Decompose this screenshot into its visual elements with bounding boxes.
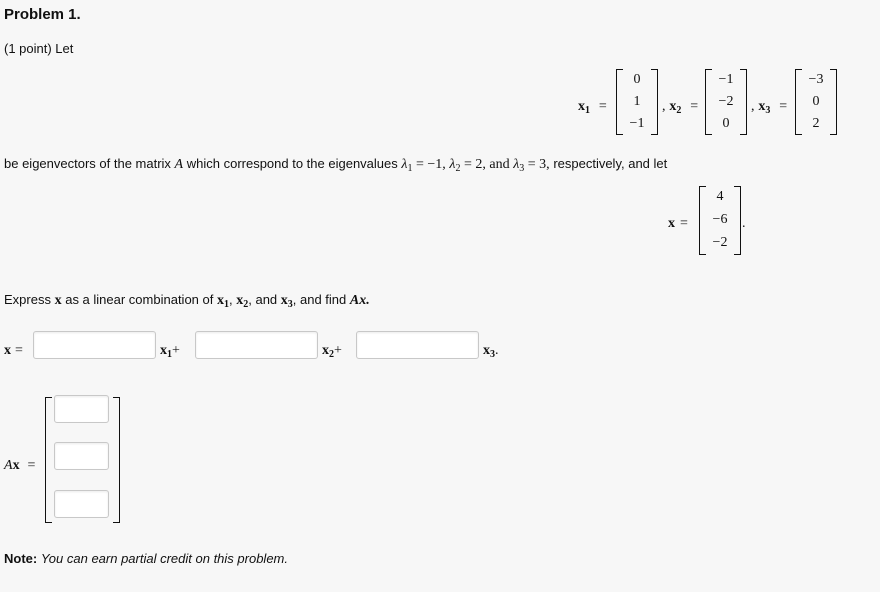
x-vector-period: .: [742, 216, 746, 231]
x2-entry-2: −2: [718, 94, 734, 109]
x3-vector: [795, 69, 837, 135]
x1-vector: [616, 69, 658, 135]
x1-label: $x_1$ =: [578, 99, 607, 116]
x2-label: , $x_2$ =: [662, 99, 699, 116]
coefficient-x3-input[interactable]: [356, 331, 479, 359]
coefficient-x1-input[interactable]: [33, 331, 156, 359]
x1-entry-2: 1: [633, 94, 641, 109]
ax-entry-2-input[interactable]: [54, 442, 109, 470]
express-sentence: Express x as a linear combination of $x_1$, $x_2$, and $x_3$, and find Ax.: [4, 292, 370, 310]
eigenvalue-sentence: be eigenvectors of the matrix A which correspond to the eigenvalues $\lambda_1 = -1$, $\lambda_2 = 2$, and $\lambda_3 = 3$, respectively, and let: [4, 156, 668, 174]
note-text: You can earn partial credit on this problem.: [40, 551, 288, 566]
x2-entry-3: 0: [722, 116, 730, 131]
x3-term: $x_3$.: [483, 343, 499, 360]
coefficient-x2-input[interactable]: [195, 331, 318, 359]
x3-label: , $x_3$ =: [751, 99, 788, 116]
x1-entry-1: 0: [633, 72, 641, 87]
ax-entry-3-input[interactable]: [54, 490, 109, 518]
problem-intro: (1 point) Let: [4, 41, 74, 56]
x1-entry-3: −1: [629, 116, 645, 131]
x-label: x =: [668, 216, 688, 231]
x1-term: $x_1+$: [160, 343, 180, 360]
partial-credit-note: [4, 551, 288, 566]
x2-term: $x_2+$: [322, 343, 342, 360]
x-entry-1: 4: [716, 189, 724, 204]
x3-entry-1: −3: [808, 72, 824, 87]
ax-entry-1-input[interactable]: [54, 395, 109, 423]
x3-entry-2: 0: [812, 94, 820, 109]
note-label: Note:: [4, 551, 38, 566]
ax-label: Ax =: [4, 458, 36, 473]
x3-entry-3: 2: [812, 116, 820, 131]
x-entry-3: −2: [712, 235, 728, 250]
x2-vector: [705, 69, 747, 135]
x-vector: [699, 186, 741, 255]
problem-title: Problem 1.: [4, 6, 81, 23]
x-entry-2: −6: [712, 212, 728, 227]
answer-x-label: x =: [4, 343, 23, 358]
x2-entry-1: −1: [718, 72, 734, 87]
